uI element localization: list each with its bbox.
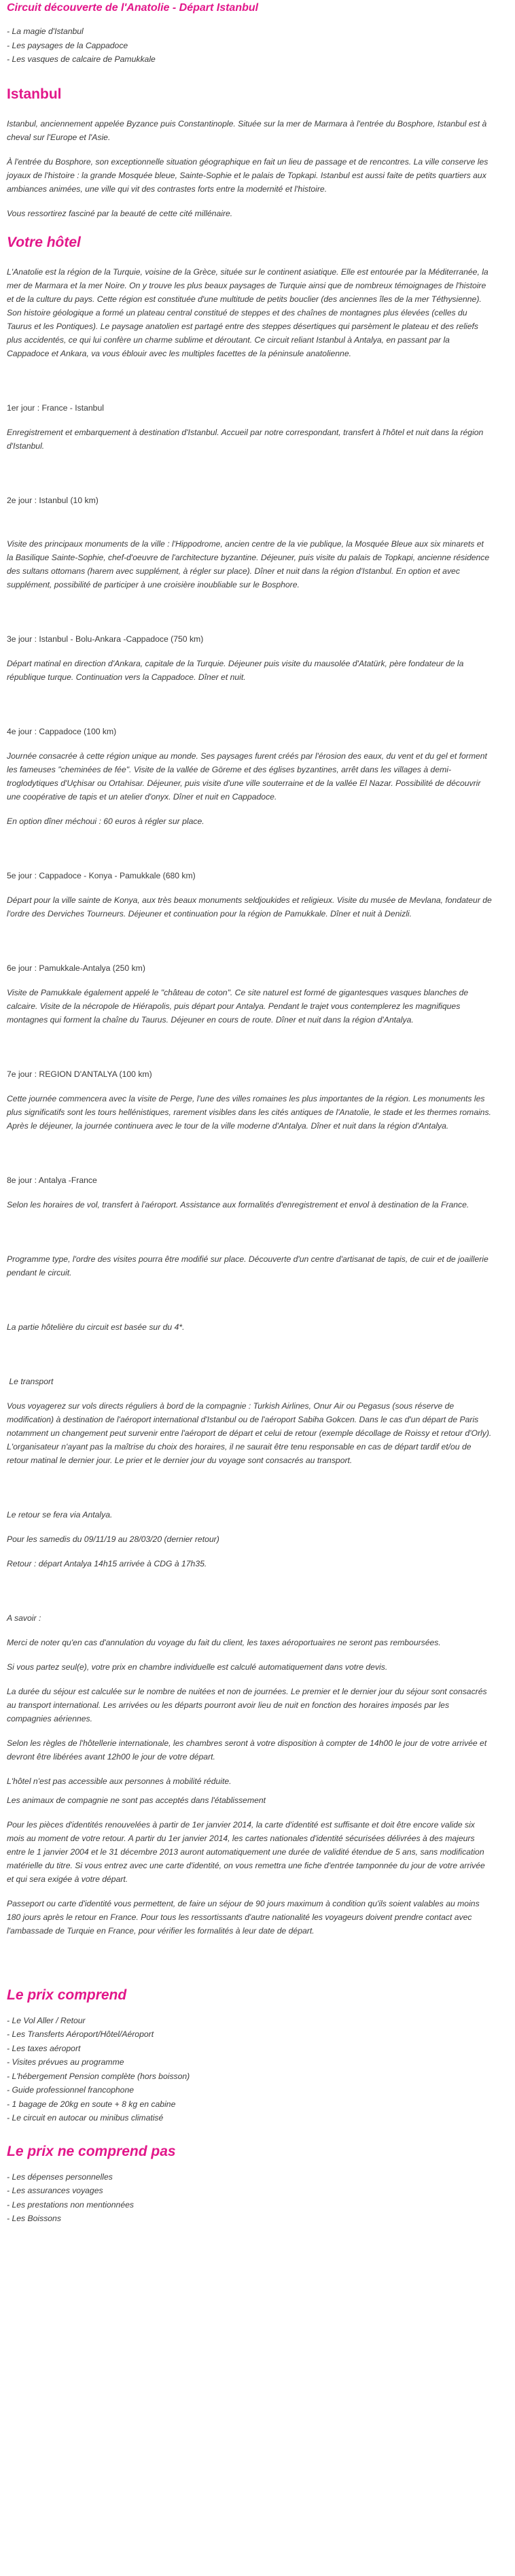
section-heading-hotel: Votre hôtel (7, 234, 81, 250)
istanbul-paragraph: Istanbul, anciennement appelée Byzance puis Constantinople. Située sur la mer de Marmara à l'entrée du Bosphore, Istanbul est à cheval sur l'Europe et l'Asie. (7, 118, 487, 142)
day-description: Selon les horaires de vol, transfert à l'aéroport. Assistance aux formalités d'enregistrement et envol à destination de la France. (7, 1199, 469, 1209)
day-description: Cette journée commencera avec la visite de Perge, l'une des villes romaines les plus importantes de la région. Les monuments les plus significatifs sont les tours hellénistiques, rarement visibles dans les cités antiques de l'Anatolie, le stade et les thermes romains. Après le déjeuner, la journée continuera avec le tour de la ville moderne d'Antalya. Dîner et nuit dans la région d'Antalya. (7, 1093, 491, 1131)
know-item: Passeport ou carte d'identité vous permettent, de faire un séjour de 90 jours maximum à condition qu'ils soient valables au moins 180 jours après le retour en France. Pour tous les ressortissants d'autre nationalité les voyageurs doivent prendre contact avec l'ambassade de Turquie en France, pour vérifier les formalités à leur date de départ. (7, 1898, 480, 1936)
spacer (7, 464, 492, 494)
spacer (7, 1948, 492, 1987)
itinerary-day-6 (7, 961, 492, 1027)
section-heading-excluded: Le prix ne comprend pas (7, 2143, 176, 2159)
day-title: 4e jour : Cappadoce (100 km) (7, 726, 117, 736)
spacer (7, 1037, 492, 1067)
itinerary-day-3 (7, 632, 492, 684)
itinerary-day-1 (7, 401, 492, 453)
know-item: Pour les pièces d'identités renouvelées à partir de 1er janvier 2014, la carte d'identité est suffisante et doit être encore valide six mois au moment de votre retour. A partir du 1er janvier 2014, les cartes nationales d'identité sécurisées délivrées à des majeurs entre le 1 janvier 2004 et le 31 décembre 2013 auront automatiquement une durée de validité étendue de 5 ans, sans modification matérielle du titre. Si vous entrez avec une carte d'identité, on vous remettra une fiche d'entrée tamponnée du jour de votre arrivée et qui sera exigée à votre départ. (7, 1819, 485, 1884)
know-item: La durée du séjour est calculée sur le nombre de nuitées et non de journées. Le premier et le dernier jour du séjour sont consacrés au transport international. Les arrivées ou les départs pourront avoir lieu de nuit en fonction des horaires imposés par les compagnies aériennes. (7, 1686, 487, 1723)
itinerary-day-2 (7, 494, 492, 591)
spacer (7, 371, 492, 401)
excluded-list (7, 2170, 492, 2226)
spacer (7, 518, 492, 537)
spacer (7, 1478, 492, 1508)
day-title: 6e jour : Pamukkale-Antalya (250 km) (7, 963, 145, 973)
page (0, 1, 500, 2226)
day-title: 5e jour : Cappadoce - Konya - Pamukkale (680 km) (7, 870, 196, 880)
spacer (7, 1290, 492, 1320)
excluded-item: - Les assurances voyages (7, 2186, 103, 2195)
istanbul-paragraph: Vous ressortirez fasciné par la beauté de cette cité millénaire. (7, 208, 233, 218)
day-description: Visite des principaux monuments de la ville : l'Hippodrome, ancien centre de la vie publique, la Mosquée Bleue aux six minarets et la Basilique Sainte-Sophie, chef-d'oeuvre de l'architecture byzantine. Déjeuner, puis visite du palais de Topkapi, ancienne résidence des sultans ottomans (harem avec supplément, à régler sur place). Dîner et nuit dans la région d'Istanbul. En option et avec supplément, possibilité de participer à une croisière inoubliable sur le Bosphore. (7, 538, 490, 589)
spacer (7, 1581, 492, 1611)
day-description: Enregistrement et embarquement à destination d'Istanbul. Accueil par notre correspondant, transfert à l'hôtel et nuit dans la région d'Istanbul. (7, 427, 484, 451)
day-description: Départ matinal en direction d'Ankara, capitale de la Turquie. Déjeuner puis visite du mausolée d'Atatürk, père fondateur de la république turque. Continuation vers la Cappadoce. Dîner et nuit. (7, 658, 464, 682)
day-option: En option dîner méchoui : 60 euros à régler sur place. (7, 816, 205, 826)
itinerary-day-7 (7, 1067, 492, 1133)
excluded-item: - Les dépenses personnelles (7, 2171, 113, 2182)
included-item: - 1 bagage de 20kg en soute + 8 kg en cabine (7, 2099, 176, 2109)
return-note: Le retour se fera via Antalya. (7, 1509, 113, 1519)
day-title: 2e jour : Istanbul (10 km) (7, 495, 99, 505)
transport-description: Vous voyagerez sur vols directs réguliers à bord de la compagnie : Turkish Airlines, Onur Air ou Pegasus (sous réserve de modification) à destination de l'aéroport international d'Istanbul ou de l'aéroport Sabiha Gokcen. Dans le cas d'un départ de Paris notamment un changement peut survenir entre l'aéroport de départ et celui de retour (exemple décollage de Roissy et retour d'Orly). L'organisateur n'ayant pas la maîtrise du choix des horaires, il ne saurait être tenu responsable en cas de départ tardif et/ou de retour matinal le dernier jour. Le prier et le dernier jour du voyage sont consacrés au transport. (7, 1401, 492, 1465)
know-title: A savoir : (7, 1613, 41, 1623)
day-title: 7e jour : REGION D'ANTALYA (100 km) (7, 1069, 152, 1079)
know-item: Les animaux de compagnie ne sont pas acceptés dans l'établissement (7, 1795, 266, 1805)
return-note: Pour les samedis du 09/11/19 au 28/03/20 (dernier retour) (7, 1534, 219, 1544)
included-list (7, 2014, 492, 2125)
spacer (7, 695, 492, 725)
hotel-paragraph: L'Anatolie est la région de la Turquie, voisine de la Grèce, située sur le continent asiatique. Elle est entourée par la Méditerranée, la mer de Marmara et la mer Noire. On y trouve les plus beaux paysages de Turquie ainsi que de nombreux témoignages de l'histoire et de la culture du pays. Cette région est constituée d'une multitude de petits bouclier (des anciennes îles de la mer Téthysienne). Son histoire géologique a formé un plateau central constitué de steppes et des chaînes de montagnes plus élevées (celles du Taurus et les Pontiques). Le paysage anatolien est partagé entre des steppes désertiques qui parsèment le plateau et des reliefs plus accidentés, ce qui lui confère un charme sublime et déroutant. Ce circuit reliant Istanbul à Antalya, en passant par la Cappadoce et Ankara, va vous éblouir avec les multiples facettes de la péninsule anatolienne. (7, 267, 489, 358)
included-item: - Le Vol Aller / Retour (7, 2015, 86, 2025)
hotel-base-note: La partie hôtelière du circuit est basée sur du 4*. (7, 1322, 185, 1332)
spacer (7, 1144, 492, 1173)
spacer (7, 1222, 492, 1252)
spacer (7, 602, 492, 632)
itinerary-day-4 (7, 725, 492, 828)
istanbul-paragraph: À l'entrée du Bosphore, son exceptionnelle situation géographique en fait un lieu de passage et de rencontres. La ville conserve les joyaux de l'histoire : la grande Mosquée bleue, Sainte-Sophie et le palais de Topkapi. Istanbul est aussi faite de petits quartiers aux ambiances animées, une ville qui vit des contrastes forts entre la modernité et l'histoire. (7, 156, 489, 194)
know-item: Selon les règles de l'hôtellerie internationale, les chambres seront à votre disposition à compter de 14h00 le jour de votre arrivée et devront être libérées avant 12h00 le jour de votre départ. (7, 1738, 487, 1762)
included-item: - Les Transferts Aéroport/Hôtel/Aéroport (7, 2029, 154, 2039)
included-item: - Le circuit en autocar ou minibus climatisé (7, 2113, 164, 2123)
highlight-item: - La magie d'Istanbul (7, 27, 84, 36)
included-item: - Les taxes aéroport (7, 2043, 81, 2053)
spacer (7, 931, 492, 961)
highlight-item: - Les vasques de calcaire de Pamukkale (7, 54, 156, 64)
spacer (7, 839, 492, 869)
day-description: Journée consacrée à cette région unique au monde. Ses paysages furent créés par l'érosion des eaux, du vent et du gel et forment les fameuses "cheminées de fée". Visite de la vallée de Göreme et des églises byzantines, arrêt dans les villages à demi-troglodytiques d'Uçhisar ou Ortahisar. Déjeuner, puis visite d'une ville souterraine et de la vallée El Nazar. Possibilité de découvrir une coopérative de tapis et un atelier d'onyx. Dîner et nuit en Cappadoce. (7, 751, 487, 802)
day-title: 3e jour : Istanbul - Bolu-Ankara -Cappadoce (750 km) (7, 634, 204, 644)
section-heading-istanbul: Istanbul (7, 86, 62, 102)
excluded-item: - Les Boissons (7, 2214, 61, 2223)
itinerary-day-5 (7, 869, 492, 921)
day-description: Visite de Pamukkale également appelé le "château de coton". Ce site naturel est formé de gigantesques vasques blanches de calcaire. Visite de la nécropole de Hiérapolis, puis départ pour Antalya. Pendant le trajet vous contemplerez les magnifiques montagnes qui forment la chaîne du Taurus. Déjeuner en cours de route. Dîner et nuit dans la région d'Antalya. (7, 987, 469, 1025)
highlight-item: - Les paysages de la Cappadoce (7, 40, 128, 50)
know-item: Merci de noter qu'en cas d'annulation du voyage du fait du client, les taxes aéroportuaires ne seront pas remboursées. (7, 1637, 441, 1647)
spacer (7, 1345, 492, 1375)
transport-title: Le transport (7, 1376, 54, 1386)
day-description: Départ pour la ville sainte de Konya, aux très beaux monuments seldjoukides et religieux. Visite du musée de Mevlana, fondateur de l'ordre des Derviches Tourneurs. Déjeuner et continuation pour la région de Pamukkale. Dîner et nuit à Denizli. (7, 895, 492, 918)
itinerary-day-8 (7, 1173, 492, 1212)
page-title: Circuit découverte de l'Anatolie - Départ Istanbul (7, 2, 259, 14)
know-item: L'hôtel n'est pas accessible aux personnes à mobilité réduite. (7, 1776, 232, 1786)
program-note: Programme type, l'ordre des visites pourra être modifié sur place. Découverte d'un centre d'artisanat de tapis, de cuir et de joaillerie pendant le circuit. (7, 1254, 489, 1277)
highlights-list (7, 24, 492, 67)
included-item: - L'hébergement Pension complète (hors boisson) (7, 2071, 190, 2081)
return-note: Retour : départ Antalya 14h15 arrivée à CDG à 17h35. (7, 1558, 207, 1568)
day-title: 1er jour : France - Istanbul (7, 402, 104, 413)
section-heading-included: Le prix comprend (7, 1987, 127, 2003)
included-item: - Visites prévues au programme (7, 2057, 124, 2067)
know-item: Si vous partez seul(e), votre prix en chambre individuelle est calculé automatiquement dans votre devis. (7, 1662, 388, 1672)
included-item: - Guide professionnel francophone (7, 2085, 134, 2095)
excluded-item: - Les prestations non mentionnées (7, 2199, 134, 2210)
day-title: 8e jour : Antalya -France (7, 1175, 97, 1185)
